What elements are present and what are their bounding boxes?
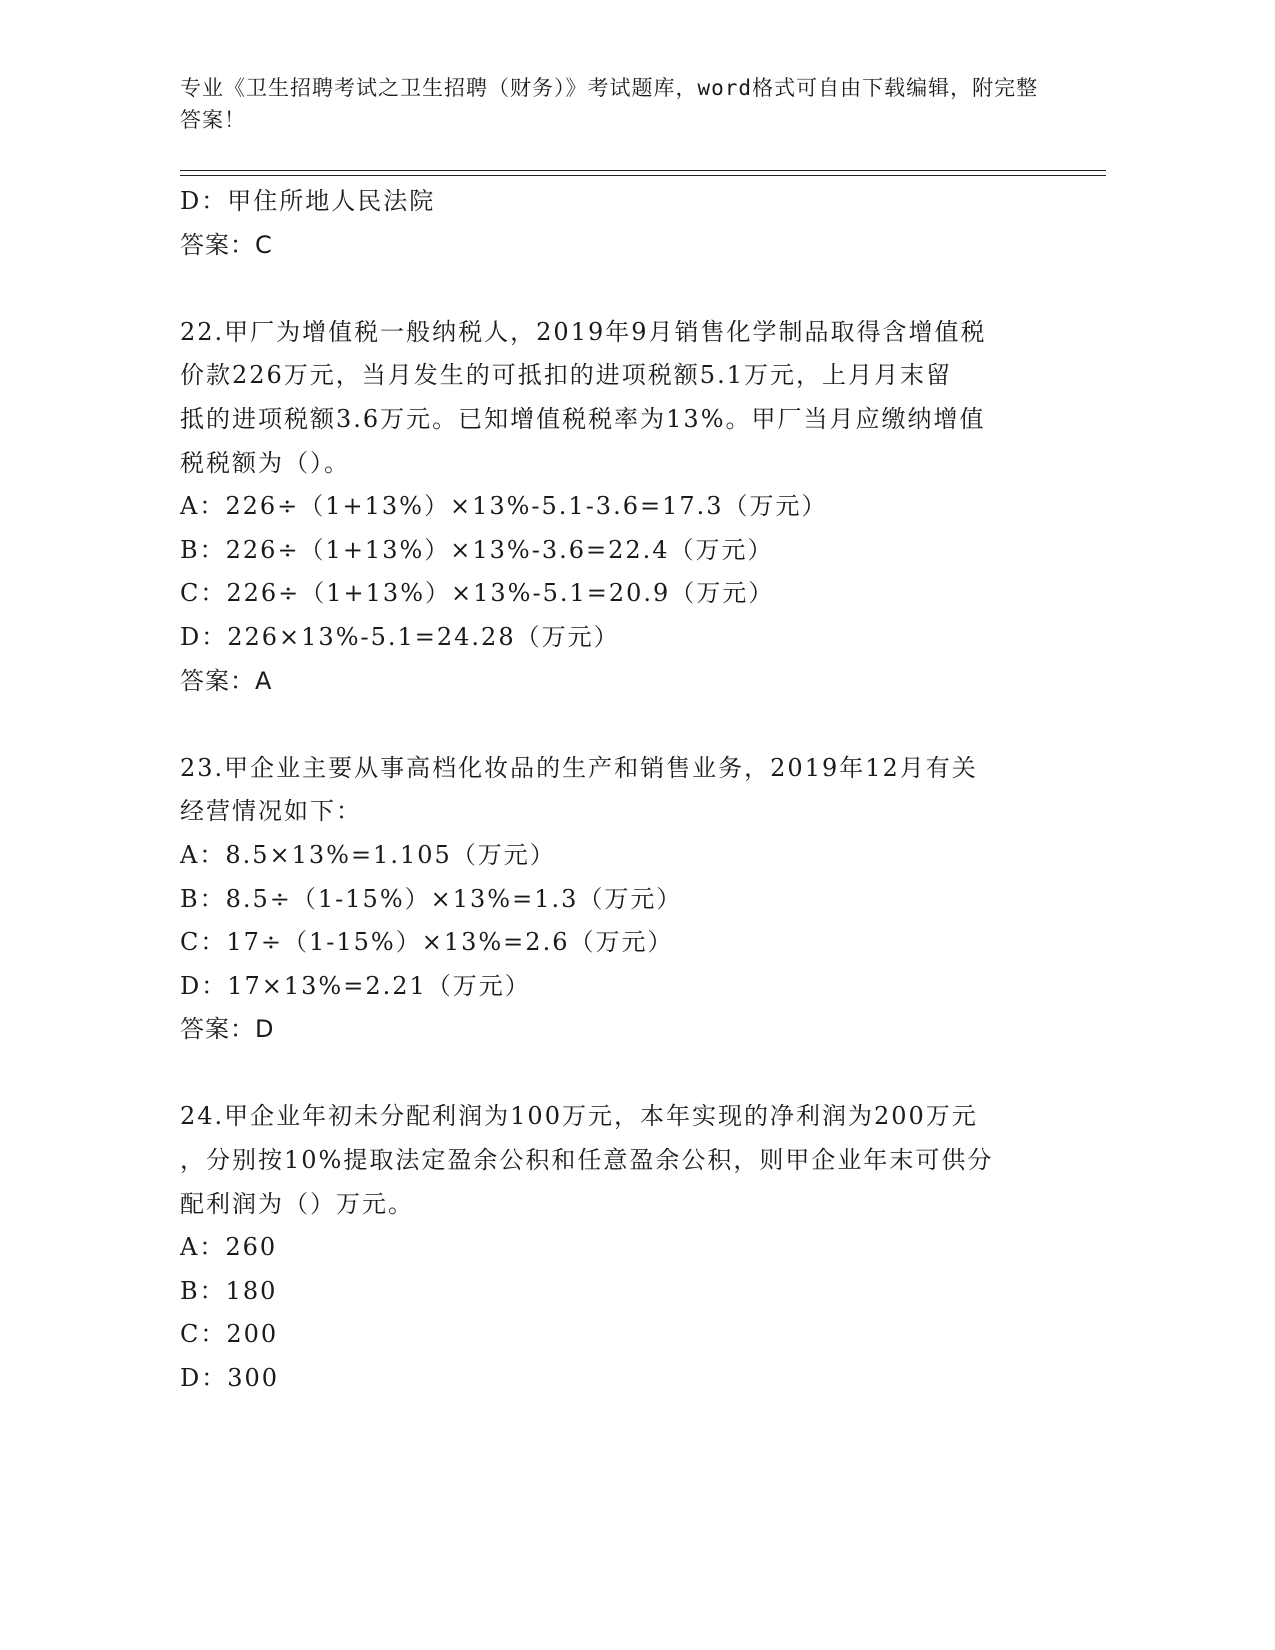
question-stem-line: 24.甲企业年初未分配利润为100万元，本年实现的净利润为200万元 bbox=[180, 1102, 978, 1131]
spacer bbox=[180, 267, 1050, 311]
option-c: C：17÷（1-15%）×13%=2.6（万元） bbox=[180, 928, 674, 957]
option-c: C：226÷（1+13%）×13%-5.1=20.9（万元） bbox=[180, 579, 775, 608]
question-stem-line: 配利润为（）万元。 bbox=[180, 1189, 414, 1218]
option-d: D：300 bbox=[180, 1364, 280, 1393]
question-stem-line: 税税额为（）。 bbox=[180, 448, 350, 477]
option-c: C：200 bbox=[180, 1320, 279, 1349]
option-b: B：180 bbox=[180, 1276, 278, 1305]
question-stem-line: 22.甲厂为增值税一般纳税人，2019年9月销售化学制品取得含增值税 bbox=[180, 317, 987, 346]
option-d: D：甲住所地人民法院 bbox=[180, 187, 436, 215]
option-b: B：8.5÷（1-15%）×13%=1.3（万元） bbox=[180, 884, 683, 913]
page-header: 专业《卫生招聘考试之卫生招聘（财务）》考试题库，word格式可自由下载编辑，附完整答案！ bbox=[180, 76, 1039, 132]
question-22 bbox=[180, 311, 1050, 703]
spacer bbox=[180, 703, 1050, 747]
header-divider-bottom bbox=[180, 175, 1106, 176]
header-divider-top bbox=[180, 170, 1106, 171]
question-stem-line: 抵的进项税额3.6万元。已知增值税税率为13%。甲厂当月应缴纳增值 bbox=[180, 404, 986, 433]
question-21-tail bbox=[180, 180, 1050, 267]
answer-line: 答案：A bbox=[180, 666, 273, 695]
question-stem-line: 价款226万元，当月发生的可抵扣的进项税额5.1万元，上月月末留 bbox=[180, 361, 952, 390]
option-a: A：226÷（1+13%）×13%-5.1-3.6=17.3（万元） bbox=[180, 492, 828, 521]
answer-line: 答案：C bbox=[180, 230, 273, 259]
spacer bbox=[180, 1052, 1050, 1096]
option-a: A：8.5×13%=1.105（万元） bbox=[180, 840, 556, 869]
option-b: B：226÷（1+13%）×13%-3.6=22.4（万元） bbox=[180, 535, 774, 564]
answer-line: 答案：D bbox=[180, 1015, 275, 1044]
option-d: D：17×13%=2.21（万元） bbox=[180, 971, 531, 1000]
option-d: D：226×13%-5.1=24.28（万元） bbox=[180, 622, 620, 651]
option-a: A：260 bbox=[180, 1233, 278, 1262]
question-24 bbox=[180, 1095, 1050, 1400]
question-list bbox=[180, 180, 1050, 1401]
question-stem-line: 23.甲企业主要从事高档化妆品的生产和销售业务，2019年12月有关 bbox=[180, 753, 978, 782]
question-stem-line: ，分别按10%提取法定盈余公积和任意盈余公积，则甲企业年末可供分 bbox=[180, 1146, 994, 1175]
question-stem-line: 经营情况如下： bbox=[180, 797, 362, 826]
question-23 bbox=[180, 747, 1050, 1052]
